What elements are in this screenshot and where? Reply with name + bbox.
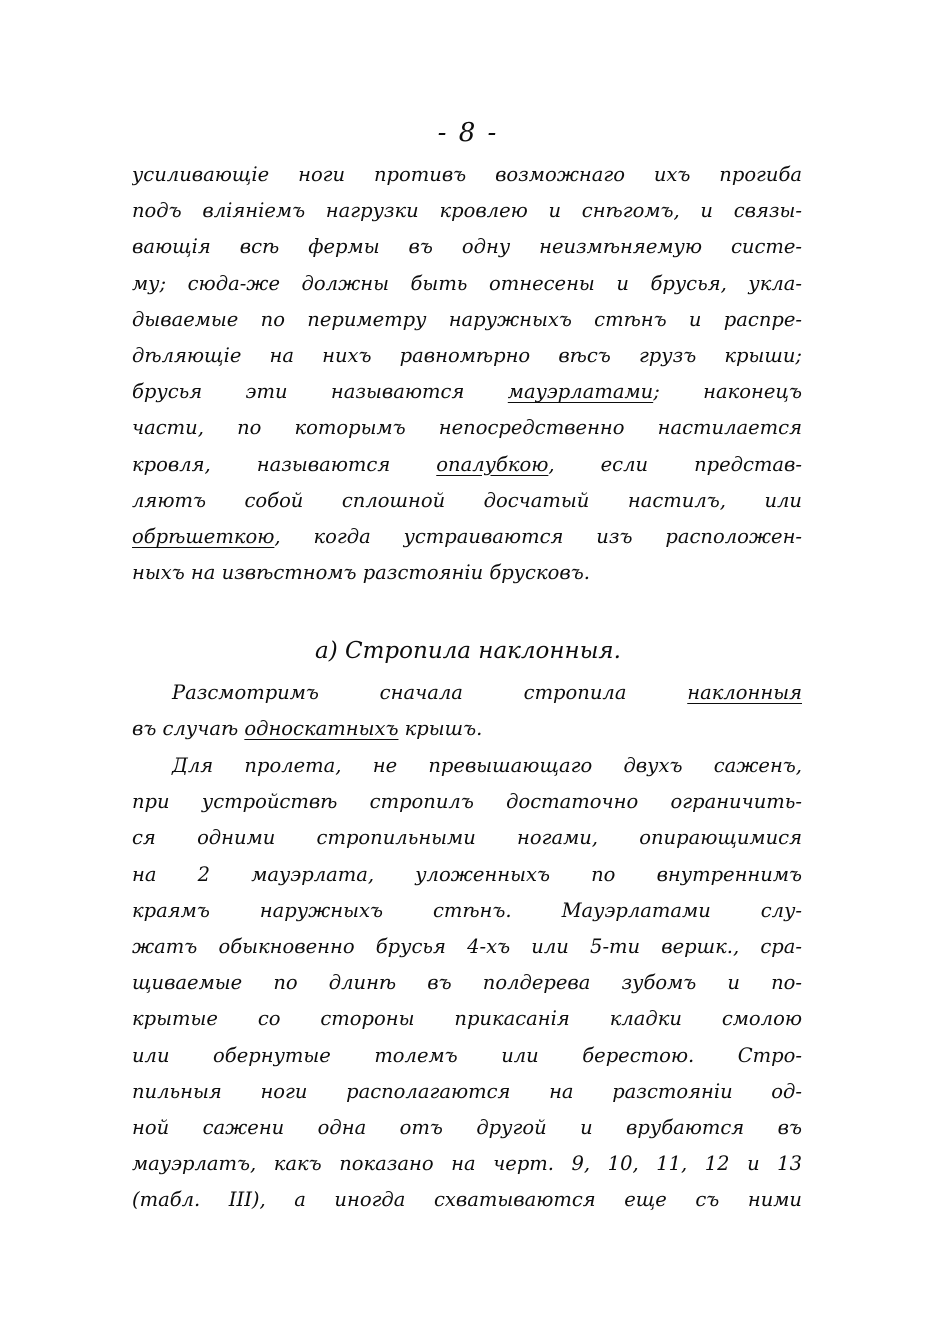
text-line: дываемые по периметру наружныхъ стѣнъ и распре- <box>132 307 802 331</box>
paragraph-3 <box>132 748 802 1218</box>
text-line: ной сажени одна отъ другой и врубаются въ <box>132 1115 802 1139</box>
text-line: усиливающiе ноги противъ возможнаго ихъ прогиба <box>132 163 802 186</box>
text-line: жатъ обыкновенно брусья 4-хъ или 5-ти вершк., сра- <box>132 934 802 958</box>
text-line: ляютъ собой сплошной досчатый настилъ, или <box>132 488 802 512</box>
text-line: щиваемые по длинѣ въ полдерева зубомъ и по- <box>132 971 802 995</box>
text-segment: въ случаѣ <box>132 717 239 741</box>
text-line: Для пролета, не превышающаго двухъ саженъ, <box>172 754 802 777</box>
term-mauerlat: мауэрлатами <box>507 380 654 404</box>
text-line <box>132 447 802 483</box>
text-line: части, по которымъ непосредственно настилается <box>132 416 802 440</box>
text-segment: Разсмотримъ сначала стропила <box>172 681 627 704</box>
text-line <box>132 519 802 555</box>
paragraph-2 <box>132 675 802 747</box>
text-segment: брусья эти называются <box>132 380 465 404</box>
term-opalubka: опалубкою <box>436 452 549 476</box>
text-line: ныхъ на извѣстномъ разстоянiи брусковъ. <box>132 561 590 585</box>
text-line: подъ влiянiемъ нагрузки кровлею и снѣгомъ, и связы- <box>132 199 802 223</box>
text-line <box>132 675 802 711</box>
page-number: - 8 - <box>437 118 499 148</box>
text-line <box>132 374 802 410</box>
text-line: ся одними стропильными ногами, опирающимися <box>132 826 802 850</box>
text-line: крытые со стороны прикасанiя кладки смолою <box>132 1007 802 1031</box>
section-heading: а) Стропила наклонныя. <box>315 638 621 664</box>
text-line <box>132 711 802 747</box>
text-segment: кровля, называются <box>132 452 391 476</box>
text-line: краямъ наружныхъ стѣнъ. Мауэрлатами слу- <box>132 898 802 922</box>
text-segment: крышъ. <box>404 717 483 741</box>
term-naklonnye: наклонныя <box>687 681 802 704</box>
text-line: (табл. III), а иногда схватываются еще съ ними <box>132 1188 802 1212</box>
text-line: вающiя всѣ фермы въ одну неизмѣняемую систе- <box>132 235 802 259</box>
text-segment: , когда устраиваются изъ расположен- <box>274 524 802 548</box>
text-line: дѣляющiе на нихъ равномѣрно вѣсъ грузъ крыши; <box>132 343 802 367</box>
term-obreshetka: обрѣшеткою <box>132 524 275 548</box>
paragraph-1 <box>132 157 802 591</box>
text-line: му; сюда-же должны быть отнесены и брусья, укла- <box>132 271 802 295</box>
text-line: на 2 мауэрлата, уложенныхъ по внутреннимъ <box>132 862 802 886</box>
text-segment: ; наконецъ <box>653 380 802 404</box>
text-line: или обернутые толемъ или берестою. Стро- <box>132 1043 802 1067</box>
text-line: при устройствѣ стропилъ достаточно ограничить- <box>132 790 802 814</box>
text-line: пильныя ноги располагаются на разстоянiи од- <box>132 1079 802 1103</box>
text-line: мауэрлатъ, какъ показано на черт. 9, 10, 11, 12 и 13 <box>132 1152 802 1176</box>
text-segment: , если представ- <box>548 452 802 476</box>
term-odnoskatnye: односкатныхъ <box>244 717 399 741</box>
